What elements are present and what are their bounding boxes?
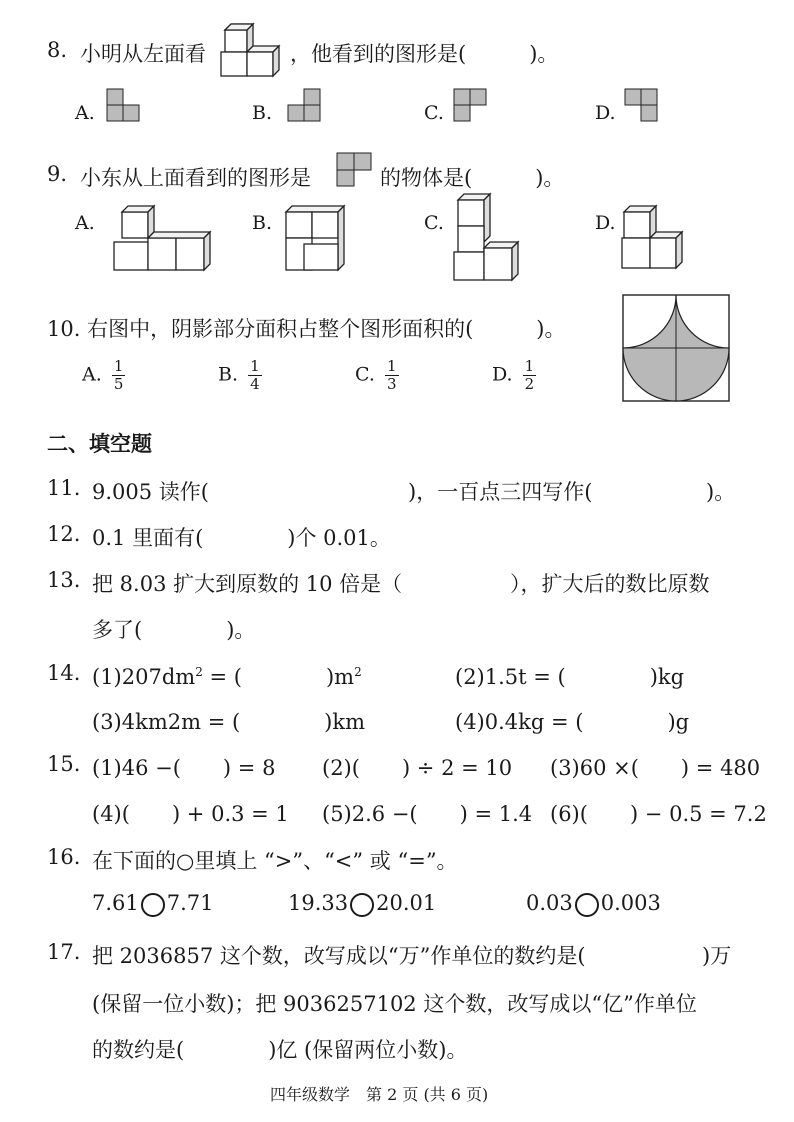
q15-part6: (6)( ) − 0.5 = 7.2 (550, 802, 767, 826)
q14-part4: (4)0.4kg = ( )g (455, 710, 690, 734)
q8-text-after: ，他看到的图形是( )。 (290, 42, 559, 66)
q9-option-b-cubes (284, 204, 354, 274)
q10-option-d-num: 1 (524, 357, 535, 375)
q16-pair-3-circle[interactable] (575, 893, 599, 917)
q12-text: 0.1 里面有( )个 0.01。 (92, 526, 391, 550)
q10-option-a-den: 5 (113, 375, 124, 393)
q10-option-b-den: 4 (250, 375, 260, 393)
q17-line1b: )万 (702, 944, 732, 968)
q10-option-c (355, 358, 399, 393)
q10-shaded-figure (622, 294, 732, 404)
q10-option-d (492, 358, 536, 393)
q16-number: 16. (47, 845, 81, 869)
q9-option-b-label: B. (252, 212, 273, 234)
q10-option-d-fraction (523, 358, 537, 393)
page-footer: 四年级数学 第 2 页 (共 6 页) (270, 1085, 489, 1104)
q16-pair-3-left: 0.03 (526, 891, 573, 915)
q8-option-a-label: A. (75, 102, 95, 124)
q10-option-b-label: B. (218, 363, 239, 386)
q16-pair-2-right: 20.01 (376, 891, 437, 915)
q17-line3: 的数约是( )亿 (保留两位小数)。 (92, 1038, 468, 1062)
q13-number: 13. (47, 568, 81, 592)
q9-text-before: 小东从上面看到的图形是 (80, 166, 311, 190)
q16-pair-3 (526, 891, 661, 917)
q11-part2: )，一百点三四写作( (408, 480, 593, 504)
q8-option-b-label: B. (252, 102, 273, 124)
q10-option-a-fraction (112, 358, 126, 393)
q9-number: 9. (47, 162, 68, 186)
q14-part3: (3)4km2m = ( )km (92, 710, 365, 734)
q10-option-c-den: 3 (386, 375, 397, 393)
section-title: 二、填空题 (47, 432, 152, 456)
q13-line2: 多了( )。 (92, 618, 256, 642)
q17-line1a: 把 2036857 这个数，改写成以“万”作单位的数约是( (92, 944, 586, 968)
q11-part3: )。 (706, 480, 736, 504)
q10-option-a-num: 1 (113, 357, 124, 375)
q8-number: 8. (47, 38, 68, 62)
q9-option-d-cubes (620, 204, 690, 274)
q8-option-c-shape (453, 88, 489, 124)
q16-pair-1-right: 7.71 (166, 891, 214, 915)
q15-number: 15. (47, 752, 81, 776)
q14-part1 (92, 661, 362, 691)
q10-option-a (82, 358, 125, 393)
q11-part1: 9.005 读作( (92, 480, 209, 504)
q9-option-c-cubes (452, 192, 522, 284)
q9-option-c-label: C. (424, 212, 444, 234)
q16-pair-3-right: 0.003 (600, 891, 661, 915)
q9-top-view-shape (336, 152, 374, 188)
q14-part1-bsup: 2 (354, 665, 362, 679)
q14-part2: (2)1.5t = ( )kg (455, 665, 685, 689)
q16-pair-1-circle[interactable] (141, 893, 165, 917)
q10-text (47, 313, 565, 343)
q10-option-c-fraction (385, 358, 399, 393)
q10-option-c-label: C. (355, 363, 375, 386)
q13-line1b: ），扩大后的数比原数 (510, 572, 710, 596)
q16-pair-1 (92, 891, 214, 917)
q8-cube-figure (217, 18, 287, 78)
q10-option-b-fraction (248, 358, 262, 393)
q13-line1a: 把 8.03 扩大到原数的 10 倍是（ (92, 572, 403, 596)
q16-pair-2-left: 19.33 (288, 891, 349, 915)
q14-part1-a: (1)207dm (92, 665, 196, 689)
q10-option-b (218, 358, 262, 393)
q15-part1: (1)46 −( ) = 8 (92, 756, 276, 780)
q8-option-a-shape (106, 88, 142, 124)
q9-option-d-label: D. (595, 212, 616, 234)
q9-text-after: 的物体是( )。 (380, 166, 565, 190)
q9-option-a-label: A. (75, 212, 95, 234)
q10-question: 右图中，阴影部分面积占整个图形面积的( )。 (87, 317, 566, 341)
q8-option-d-label: D. (595, 102, 616, 124)
q10-number: 10. (47, 317, 81, 341)
q12-number: 12. (47, 522, 81, 546)
q15-part3: (3)60 ×( ) = 480 (550, 756, 761, 780)
q15-part2: (2)( ) ÷ 2 = 10 (322, 756, 513, 780)
q16-text: 在下面的○里填上 “>”、“<” 或 “=”。 (92, 849, 458, 873)
q15-part5: (5)2.6 −( ) = 1.4 (322, 802, 533, 826)
q17-number: 17. (47, 940, 81, 964)
q16-pair-1-left: 7.61 (92, 891, 139, 915)
q14-number: 14. (47, 661, 81, 685)
q8-option-c-label: C. (424, 102, 444, 124)
q10-option-b-num: 1 (250, 357, 260, 375)
q8-option-d-shape (624, 88, 660, 124)
q10-option-d-label: D. (492, 363, 513, 386)
q10-option-a-label: A. (82, 363, 102, 386)
q17-line2: (保留一位小数)；把 9036257102 这个数，改写成以“亿”作单位 (92, 992, 697, 1016)
q9-option-a-cubes (112, 204, 212, 274)
q16-pair-2 (288, 891, 436, 917)
q16-pair-2-circle[interactable] (350, 893, 374, 917)
q11-number: 11. (47, 476, 81, 500)
q14-part1-b: = ( )m (202, 665, 355, 689)
q14-part1-sup: 2 (195, 665, 203, 679)
q10-option-d-den: 2 (524, 375, 535, 393)
q10-option-c-num: 1 (386, 357, 397, 375)
q15-part4: (4)( ) + 0.3 = 1 (92, 802, 289, 826)
q8-text-before: 小明从左面看 (80, 42, 206, 66)
q8-option-b-shape (287, 88, 323, 124)
